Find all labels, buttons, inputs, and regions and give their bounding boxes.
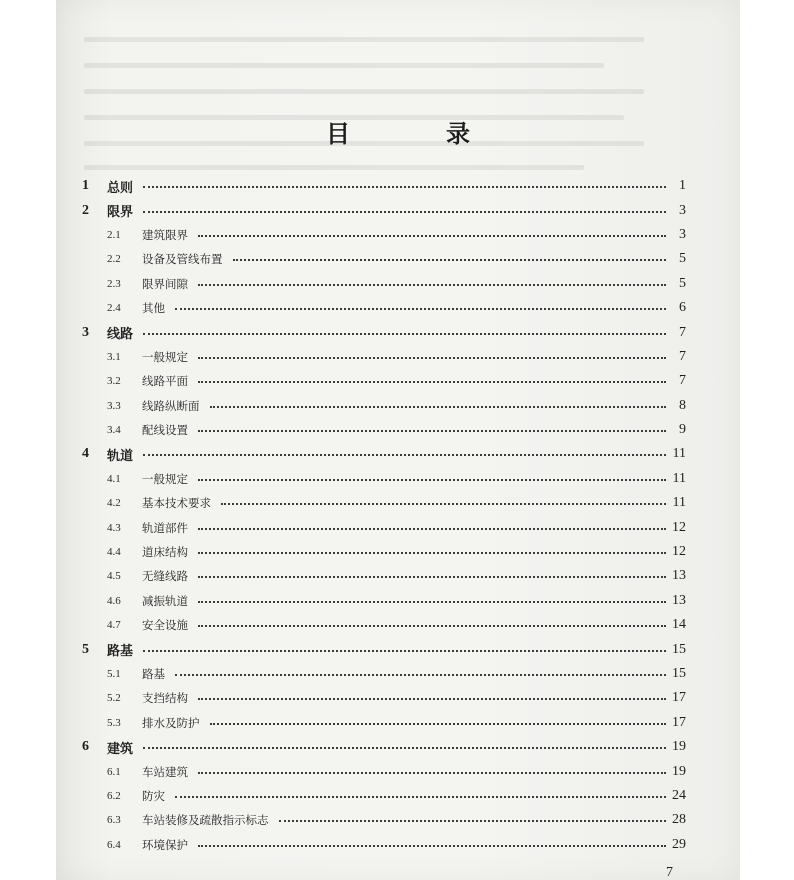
toc-entry-page: 19 (672, 739, 686, 755)
toc-entry-page: 9 (679, 422, 686, 438)
toc-dot-leader (198, 235, 666, 237)
toc-chapter-entry[interactable] (82, 735, 686, 759)
toc-entry-page: 15 (672, 666, 686, 681)
toc-entry-label: 路基 (107, 644, 134, 660)
toc-dot-leader (143, 747, 666, 749)
toc-entry-number: 4.4 (107, 546, 121, 559)
toc-dot-leader (210, 406, 667, 408)
toc-entry-label: 线路纵断面 (142, 398, 200, 413)
toc-entry-number: 4.1 (107, 472, 121, 485)
toc-entry-page: 5 (679, 251, 686, 267)
toc-entry-label: 支挡结构 (142, 691, 188, 706)
toc-dot-leader (198, 772, 666, 774)
toc-section-entry[interactable] (82, 833, 686, 857)
toc-entry-number: 2 (82, 202, 89, 218)
toc-section-entry[interactable] (82, 247, 686, 271)
toc-entry-number: 6.1 (107, 765, 121, 778)
toc-entry-label: 限界间隙 (142, 276, 188, 291)
toc-dot-leader (198, 601, 666, 603)
toc-section-entry[interactable] (82, 662, 686, 686)
toc-section-entry[interactable] (82, 808, 686, 832)
toc-entry-label: 车站建筑 (142, 764, 188, 779)
toc-chapter-entry[interactable] (82, 174, 686, 198)
toc-dot-leader (143, 186, 666, 188)
toc-entry-label: 其他 (142, 301, 165, 316)
toc-section-entry[interactable] (82, 564, 686, 588)
toc-entry-number: 4.5 (107, 570, 121, 583)
toc-entry-number: 6.3 (107, 814, 121, 827)
toc-dot-leader (175, 308, 666, 310)
toc-dot-leader (233, 259, 667, 261)
toc-dot-leader (198, 284, 666, 286)
toc-entry-number: 2.3 (107, 277, 121, 290)
toc-entry-number: 3.1 (107, 350, 121, 363)
toc-entry-page: 12 (672, 544, 686, 560)
toc-entry-page: 14 (672, 617, 686, 633)
toc-entry-page: 29 (672, 836, 686, 852)
toc-entry-number: 5.1 (107, 668, 121, 680)
toc-entry-label: 配线设置 (142, 423, 188, 438)
toc-entry-number: 4.3 (107, 521, 121, 534)
toc-section-entry[interactable] (82, 491, 686, 515)
page-number: 7 (666, 865, 673, 880)
toc-chapter-entry[interactable] (82, 637, 686, 661)
toc-entry-number: 2.1 (107, 228, 121, 241)
toc-entry-page: 7 (679, 348, 686, 364)
toc-dot-leader (143, 454, 666, 456)
toc-entry-page: 24 (672, 787, 686, 803)
toc-entry-number: 3.2 (107, 375, 121, 388)
toc-entry-page: 17 (672, 714, 686, 730)
toc-section-entry[interactable] (82, 345, 686, 369)
toc-section-entry[interactable] (82, 272, 686, 296)
toc-section-entry[interactable] (82, 418, 686, 442)
toc-chapter-entry[interactable] (82, 320, 686, 344)
toc-entry-label: 基本技术要求 (142, 496, 211, 511)
toc-entry-label: 建筑 (107, 741, 134, 757)
toc-entry-page: 11 (672, 470, 686, 486)
toc-entry-number: 1 (82, 178, 89, 194)
toc-dot-leader (143, 211, 666, 213)
toc-entry-number: 4 (82, 446, 89, 462)
toc-entry-label: 设备及管线布置 (142, 252, 223, 267)
toc-entry-page: 13 (672, 592, 686, 608)
toc-entry-number: 5 (82, 641, 89, 657)
toc-entry-label: 减振轨道 (142, 593, 188, 608)
toc-section-entry[interactable] (82, 369, 686, 393)
toc-entry-number: 5.2 (107, 692, 121, 705)
toc-dot-leader (198, 381, 666, 383)
toc-dot-leader (175, 796, 666, 798)
toc-dot-leader (221, 503, 666, 505)
toc-entry-number: 3.4 (107, 424, 121, 437)
toc-dot-leader (198, 430, 666, 432)
toc-dot-leader (198, 357, 666, 359)
toc-dot-leader (279, 820, 667, 822)
toc-dot-leader (198, 552, 666, 554)
toc-entry-label: 线路 (107, 327, 134, 343)
toc-entry-number: 6.4 (107, 838, 121, 851)
toc-entry-page: 6 (679, 300, 686, 316)
toc-section-entry[interactable] (82, 296, 686, 320)
toc-entry-page: 11 (672, 446, 686, 462)
toc-section-entry[interactable] (82, 223, 686, 247)
toc-entry-label: 限界 (107, 205, 134, 221)
toc-dot-leader (198, 528, 666, 530)
toc-section-entry[interactable] (82, 467, 686, 491)
toc-entry-page: 7 (679, 373, 686, 389)
toc-entry-page: 12 (672, 519, 686, 535)
toc-entry-label: 路基 (142, 667, 165, 681)
toc-dot-leader (198, 698, 666, 700)
toc-entry-page: 1 (679, 178, 686, 194)
toc-chapter-entry[interactable] (82, 442, 686, 466)
toc-dot-leader (198, 845, 666, 847)
bleed-through-text (56, 25, 740, 175)
toc-dot-leader (198, 625, 666, 627)
toc-entry-label: 总则 (107, 180, 134, 196)
toc-entry-number: 2.2 (107, 253, 121, 266)
toc-entry-page: 11 (672, 495, 686, 511)
toc-entry-page: 7 (679, 324, 686, 340)
toc-entry-label: 无缝线路 (142, 569, 188, 584)
toc-entry-number: 4.2 (107, 497, 121, 510)
table-of-contents (82, 174, 686, 857)
toc-entry-label: 道床结构 (142, 545, 188, 560)
toc-entry-label: 建筑限界 (142, 227, 188, 242)
toc-section-entry[interactable] (82, 589, 686, 613)
toc-entry-number: 3.3 (107, 399, 121, 412)
toc-entry-page: 3 (679, 202, 686, 218)
toc-entry-label: 排水及防护 (142, 715, 200, 730)
toc-entry-label: 一般规定 (142, 349, 188, 364)
page-title: 目 录 (326, 120, 506, 148)
toc-entry-page: 8 (679, 397, 686, 413)
toc-entry-page: 13 (672, 568, 686, 584)
toc-entry-page: 28 (672, 812, 686, 828)
toc-entry-page: 17 (672, 690, 686, 706)
toc-section-entry[interactable] (82, 613, 686, 637)
toc-entry-page: 5 (679, 275, 686, 291)
toc-section-entry[interactable] (82, 686, 686, 710)
toc-entry-number: 6.2 (107, 789, 121, 802)
toc-entry-page: 15 (672, 641, 686, 657)
toc-dot-leader (143, 333, 666, 335)
toc-entry-label: 一般规定 (142, 471, 188, 486)
toc-entry-number: 4.6 (107, 594, 121, 607)
toc-entry-page: 3 (679, 226, 686, 242)
toc-section-entry[interactable] (82, 515, 686, 539)
toc-dot-leader (198, 576, 666, 578)
toc-section-entry[interactable] (82, 759, 686, 783)
toc-chapter-entry[interactable] (82, 198, 686, 222)
toc-entry-label: 防灾 (142, 788, 165, 803)
toc-section-entry[interactable] (82, 711, 686, 735)
toc-dot-leader (210, 723, 667, 725)
toc-dot-leader (175, 674, 666, 676)
toc-entry-label: 车站装修及疏散指示标志 (142, 813, 269, 828)
toc-section-entry[interactable] (82, 394, 686, 418)
toc-dot-leader (143, 650, 666, 652)
toc-entry-page: 19 (672, 763, 686, 779)
toc-entry-number: 2.4 (107, 302, 121, 315)
toc-entry-label: 环境保护 (142, 837, 188, 852)
book-page (56, 0, 740, 880)
toc-section-entry[interactable] (82, 540, 686, 564)
toc-entry-number: 5.3 (107, 716, 121, 729)
toc-entry-number: 3 (82, 324, 89, 340)
toc-entry-label: 轨道部件 (142, 520, 188, 535)
toc-dot-leader (198, 479, 666, 481)
toc-entry-label: 安全设施 (142, 618, 188, 633)
toc-section-entry[interactable] (82, 784, 686, 808)
toc-entry-label: 轨道 (107, 448, 134, 464)
toc-entry-label: 线路平面 (142, 374, 188, 389)
toc-entry-number: 4.7 (107, 619, 121, 632)
toc-entry-number: 6 (82, 739, 89, 755)
